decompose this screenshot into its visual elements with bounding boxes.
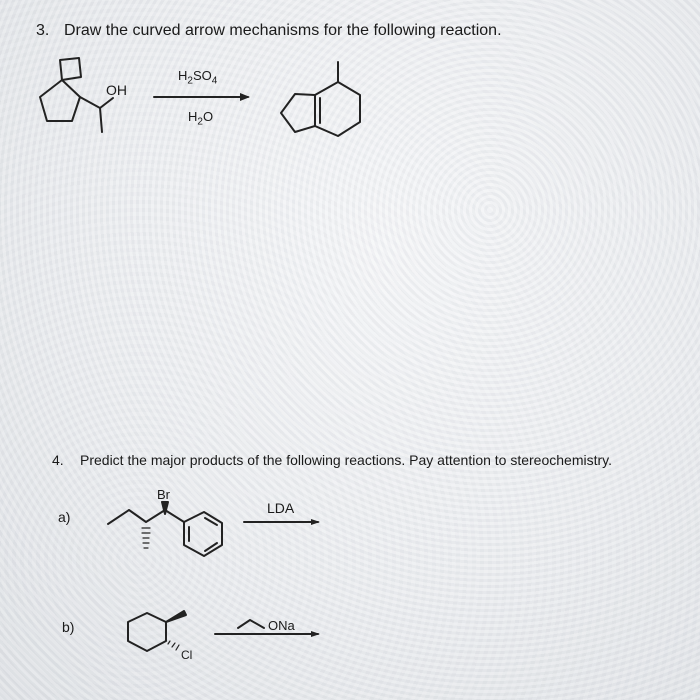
question-4-number: 4.	[52, 452, 64, 468]
part-a-molecule	[108, 502, 222, 556]
part-b-molecule	[128, 611, 186, 651]
reagent-sulfuric-acid: $H_2SO_4$	[178, 68, 218, 87]
bromine-label: Br	[157, 487, 170, 502]
question-3-text: Draw the curved arrow mechanisms for the following reaction.	[64, 22, 502, 39]
reagent-lda: LDA	[267, 500, 295, 516]
reagent-water: $H_2O$	[188, 109, 214, 128]
ethoxide-fragment	[238, 620, 264, 628]
part-a-label: a)	[58, 509, 71, 525]
part-b-label: b)	[62, 619, 75, 635]
reagent-sodium-alkoxide: ONa	[268, 618, 295, 633]
hydroxyl-label: OH	[106, 82, 127, 98]
part-b-hashed-bond	[168, 641, 179, 650]
reaction-arrow-4b	[215, 631, 320, 637]
question-4-text: Predict the major products of the following reactions. Pay attention to stereochemistry.	[80, 452, 612, 468]
question-3-number: 3.	[36, 22, 50, 39]
chlorine-label: Cl	[181, 648, 193, 662]
part-a-hashed-bond	[142, 528, 150, 548]
reaction-arrow-4a	[244, 519, 320, 525]
